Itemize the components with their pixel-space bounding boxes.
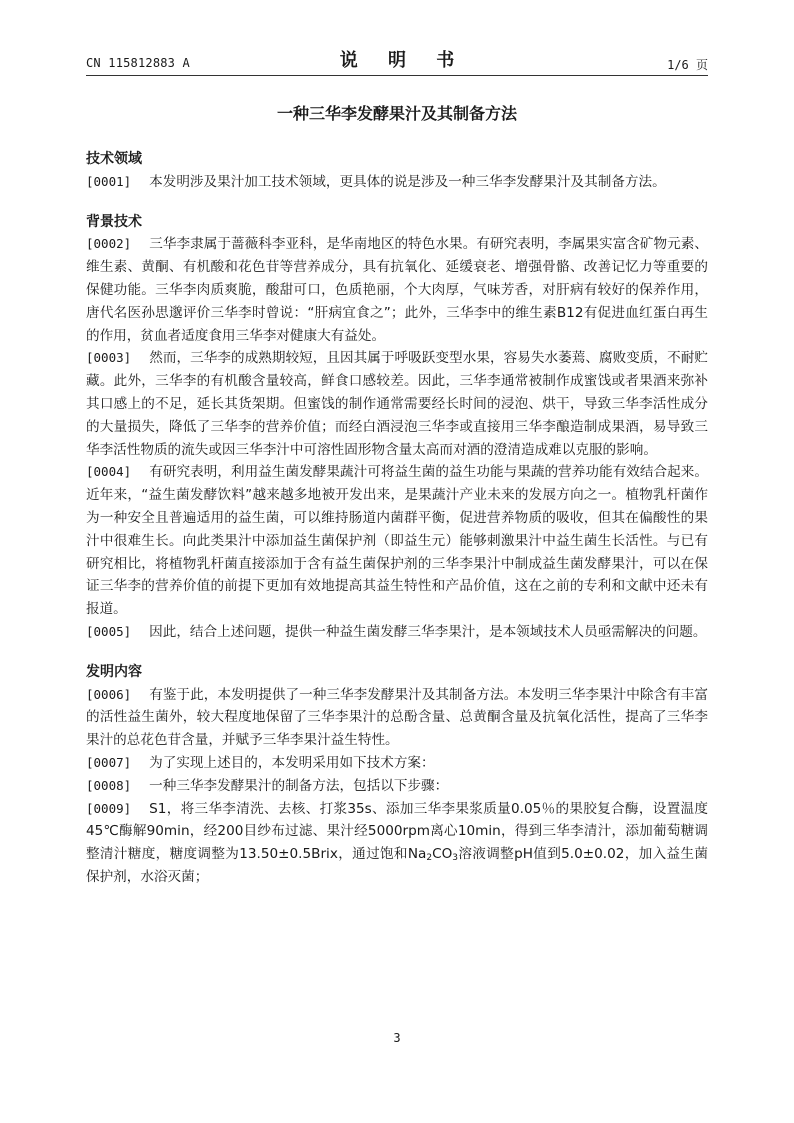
page-number: 3 (393, 1031, 401, 1045)
document-title: 一种三华李发酵果汁及其制备方法 (276, 104, 517, 123)
paragraph-number: [0008] (86, 777, 132, 793)
paragraph-number: [0005] (86, 623, 132, 639)
paragraph-number: [0006] (86, 686, 132, 702)
subscript: 3 (452, 853, 459, 864)
paragraph-text: 为了实现上述目的，本发明采用如下技术方案： (149, 754, 435, 771)
paragraph (86, 347, 708, 461)
paragraph-number: [0001] (86, 173, 132, 189)
page-header (86, 44, 708, 74)
paragraph (86, 233, 708, 347)
section-heading: 背景技术 (86, 213, 142, 230)
paragraph (86, 171, 708, 194)
paragraph-text: 一种三华李发酵果汁的制备方法，包括以下步骤： (149, 777, 449, 794)
paragraph-text: 本发明涉及果汁加工技术领域，更具体的说是涉及一种三华李发酵果汁及其制备方法。 (149, 173, 666, 190)
paragraph-text: 因此，结合上述问题，提供一种益生菌发酵三华李果汁，是本领域技术人员亟需解决的问题。 (149, 623, 707, 640)
section-heading: 发明内容 (86, 663, 142, 680)
paragraph (86, 684, 708, 752)
paragraph-number: [0007] (86, 754, 132, 770)
paragraph-number: [0004] (86, 464, 132, 480)
paragraph (86, 621, 708, 644)
page-indicator: 1/6 页 (667, 58, 708, 72)
paragraph (86, 775, 708, 798)
paragraph (86, 798, 708, 889)
subscript: 2 (426, 853, 433, 864)
paragraph-text: 溶液调整pH值到5.0±0.02，加入益生菌保护剂，水浴灭菌； (86, 846, 708, 885)
document-body (86, 148, 708, 889)
paragraph (86, 752, 708, 775)
patent-number: CN 115812883 A (86, 56, 190, 70)
paragraph-number: [0003] (86, 350, 132, 366)
section-heading: 技术领域 (86, 151, 142, 167)
paragraph (86, 461, 708, 621)
paragraph-text: 三华李隶属于蔷薇科李亚科，是华南地区的特色水果。有研究表明，李属果实富含矿物元素、维生素、黄酮、有机酸和花色苷等营养成分，具有抗氧化、延缓衰老、增强骨骼、改善记忆力等重要的保健功能。三华李肉质爽脆，酸甜可口，色质艳丽，个大肉厚，气味芳香，对肝病有较好的保养作用，唐代名医孙思邈评价三华李时曾说：“肝病宜食之”；此外，三华李中的维生素B12有促进血红蛋白再生的作用，贫血者适度食用三华李对健康大有益处。 (86, 236, 708, 344)
header-divider (86, 75, 708, 76)
paragraph-text: 然而，三华李的成熟期较短，且因其属于呼吸跃变型水果，容易失水萎蔫、腐败变质，不耐贮藏。此外，三华李的有机酸含量较高，鲜食口感较差。因此，三华李通常被制作成蜜饯或者果酒来弥补其口感上的不足，延长其货架期。但蜜饯的制作通常需要经长时间的浸泡、烘干，导致三华李活性成分的大量损失，降低了三华李的营养价值；而经白酒浸泡三华李或直接用三华李酿造制成果酒，易导致三华李活性物质的流失或因三华李汁中可溶性固形物含量太高而对酒的澄清造成难以克服的影响。 (86, 350, 708, 458)
paragraph-number: [0009] (86, 800, 132, 816)
document-type-title: 说 明 书 (339, 50, 467, 71)
paragraph-text: S1，将三华李清洗、去核、打浆35s、添加三华李果浆质量0.05％的果胶复合酶，设置温度45℃酶解90min，经200目纱布过滤、果汁经5000rpm离心10min，得到三华李清汁，添加葡萄糖调整清汁糖度，糖度调整为13.50±0.5Brix，通过饱和Na (86, 800, 708, 863)
paragraph-text: 有研究表明，利用益生菌发酵果蔬汁可将益生菌的益生功能与果蔬的营养功能有效结合起来。近年来，“益生菌发酵饮料”越来越多地被开发出来，是果蔬汁产业未来的发展方向之一。植物乳杆菌作为一种安全且普遍适用的益生菌，可以维持肠道内菌群平衡，促进营养物质的吸收，但其在偏酸性的果汁中很难生长。向此类果汁中添加益生菌保护剂（即益生元）能够刺激果汁中益生菌生长活性。与已有研究相比，将植物乳杆菌直接添加于含有益生菌保护剂的三华李果汁中制成益生菌发酵果汁，可以在保证三华李的营养价值的前提下更加有效地提高其益生特性和产品价值，这在之前的专利和文献中还未有报道。 (86, 464, 708, 618)
paragraph-number: [0002] (86, 236, 132, 252)
paragraph-text: 有鉴于此，本发明提供了一种三华李发酵果汁及其制备方法。本发明三华李果汁中除含有丰富的活性益生菌外，较大程度地保留了三华李果汁的总酚含量、总黄酮含量及抗氧化活性，提高了三华李果汁的总花色苷含量，并赋予三华李果汁益生特性。 (86, 686, 708, 749)
paragraph-text: CO (432, 846, 453, 863)
